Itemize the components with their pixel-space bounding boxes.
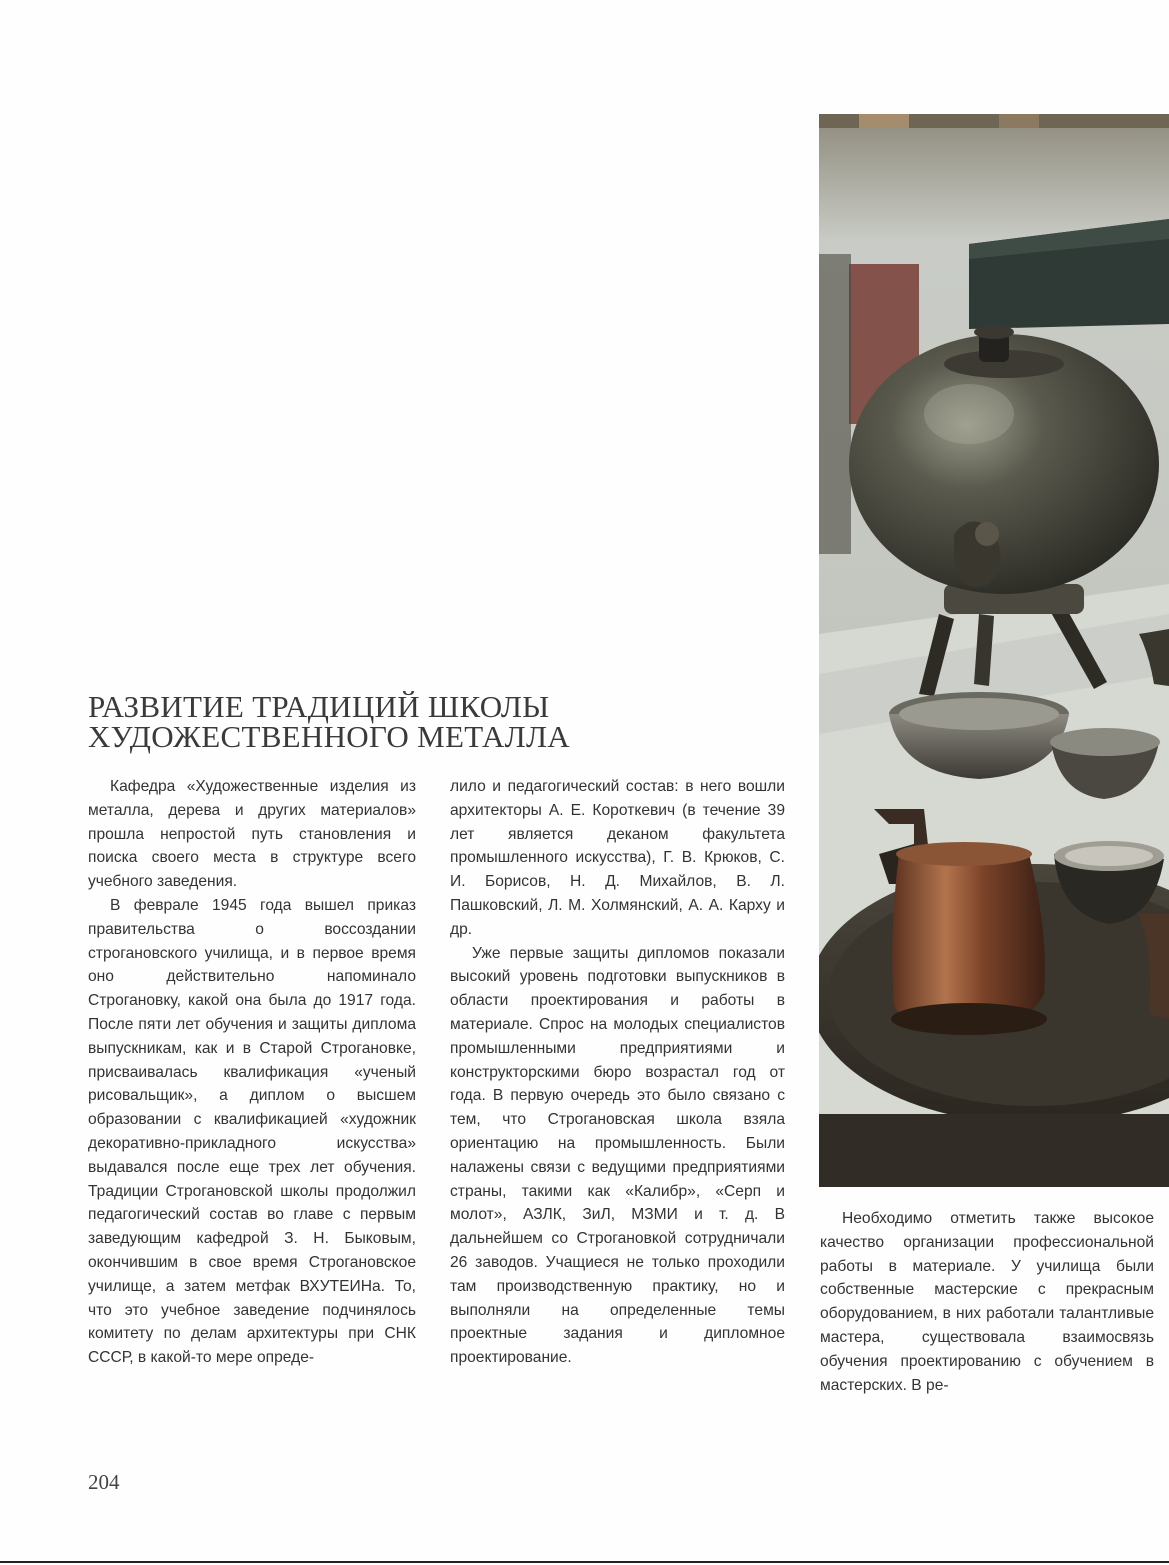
title-line-1: РАЗВИТИЕ ТРАДИЦИЙ ШКОЛЫ [88, 689, 550, 724]
teaware-illustration [819, 114, 1169, 1187]
paragraph: Необходимо отметить также высокое качество организации профессиональной работы в материале. У училища были собственные мастерские с прекрасным оборудованием, в них работали талантливые мастера, существовала взаимосвязь обучения проектированию с обучением в мастерских. В ре- [820, 1210, 1154, 1394]
text-column-1 [88, 775, 416, 1370]
title-line-2: ХУДОЖЕСТВЕННОГО МЕТАЛЛА [88, 719, 570, 754]
page-number: 204 [88, 1470, 120, 1494]
article-title [88, 689, 728, 754]
paragraph: В феврале 1945 года вышел приказ правительства о воссоздании строгановского училища, и в первое время оно действительно напоминало Строгановку, какой она была до 1917 года. После пяти лет обучения и защиты диплома выпускникам, как и в Старой Строгановке, присваивалась квалификация «ученый рисовальщик», а диплом о высшем образовании с квалификацией «художник декоративно-прикладного искусства» выдавался после еще трех лет обучения. Традиции Строгановской школы продолжил педагогический состав во главе с первым заведующим кафедрой З. Н. Быковым, окончившим в свое время Строгановское училище, а затем метфак ВХУТЕИНа. То, что это учебное заведение подчинялось комитету по делам архитектуры при СНК СССР, в какой-то мере опреде- [88, 896, 416, 1367]
text-column-3 [820, 1207, 1154, 1397]
text-column-2 [450, 775, 785, 1370]
paragraph: Уже первые защиты дипломов показали высокий уровень подготовки выпускников в области проектирования и работы в материале. Спрос на молодых специалистов промышленными предприятиями и конструкторскими бюро возрастал год от года. В первую очередь это было связано с тем, что Строгановская школа взяла ориентацию на промышленность. Были налажены связи с ведущими предприятиями страны, такими как «Калибр», «Серп и молот», АЗЛК, ЗиЛ, МЗМИ и т. д. В дальнейшем со Строгановкой сотрудничали 26 заводов. Учащиеся не только проходили там производственную практику, но и выполняли на определенные темы проектные задания и дипломное проектирование. [450, 944, 785, 1367]
paragraph: лило и педагогический состав: в него вошли архитекторы А. Е. Короткевич (в течение 39 лет является деканом факультета промышленного искусства), Г. В. Крюков, С. И. Борисов, Н. Д. Михайлов, В. Л. Пашковский, Л. М. Холмянский, А. А. Карху и др. [450, 778, 785, 938]
paragraph: Кафедра «Художественные изделия из металла, дерева и других материалов» прошла непростой путь становления и поиска своего места в структуре всего учебного заведения. [88, 778, 416, 891]
bottom-rule [0, 1561, 1169, 1563]
metalware-photo [819, 114, 1169, 1187]
